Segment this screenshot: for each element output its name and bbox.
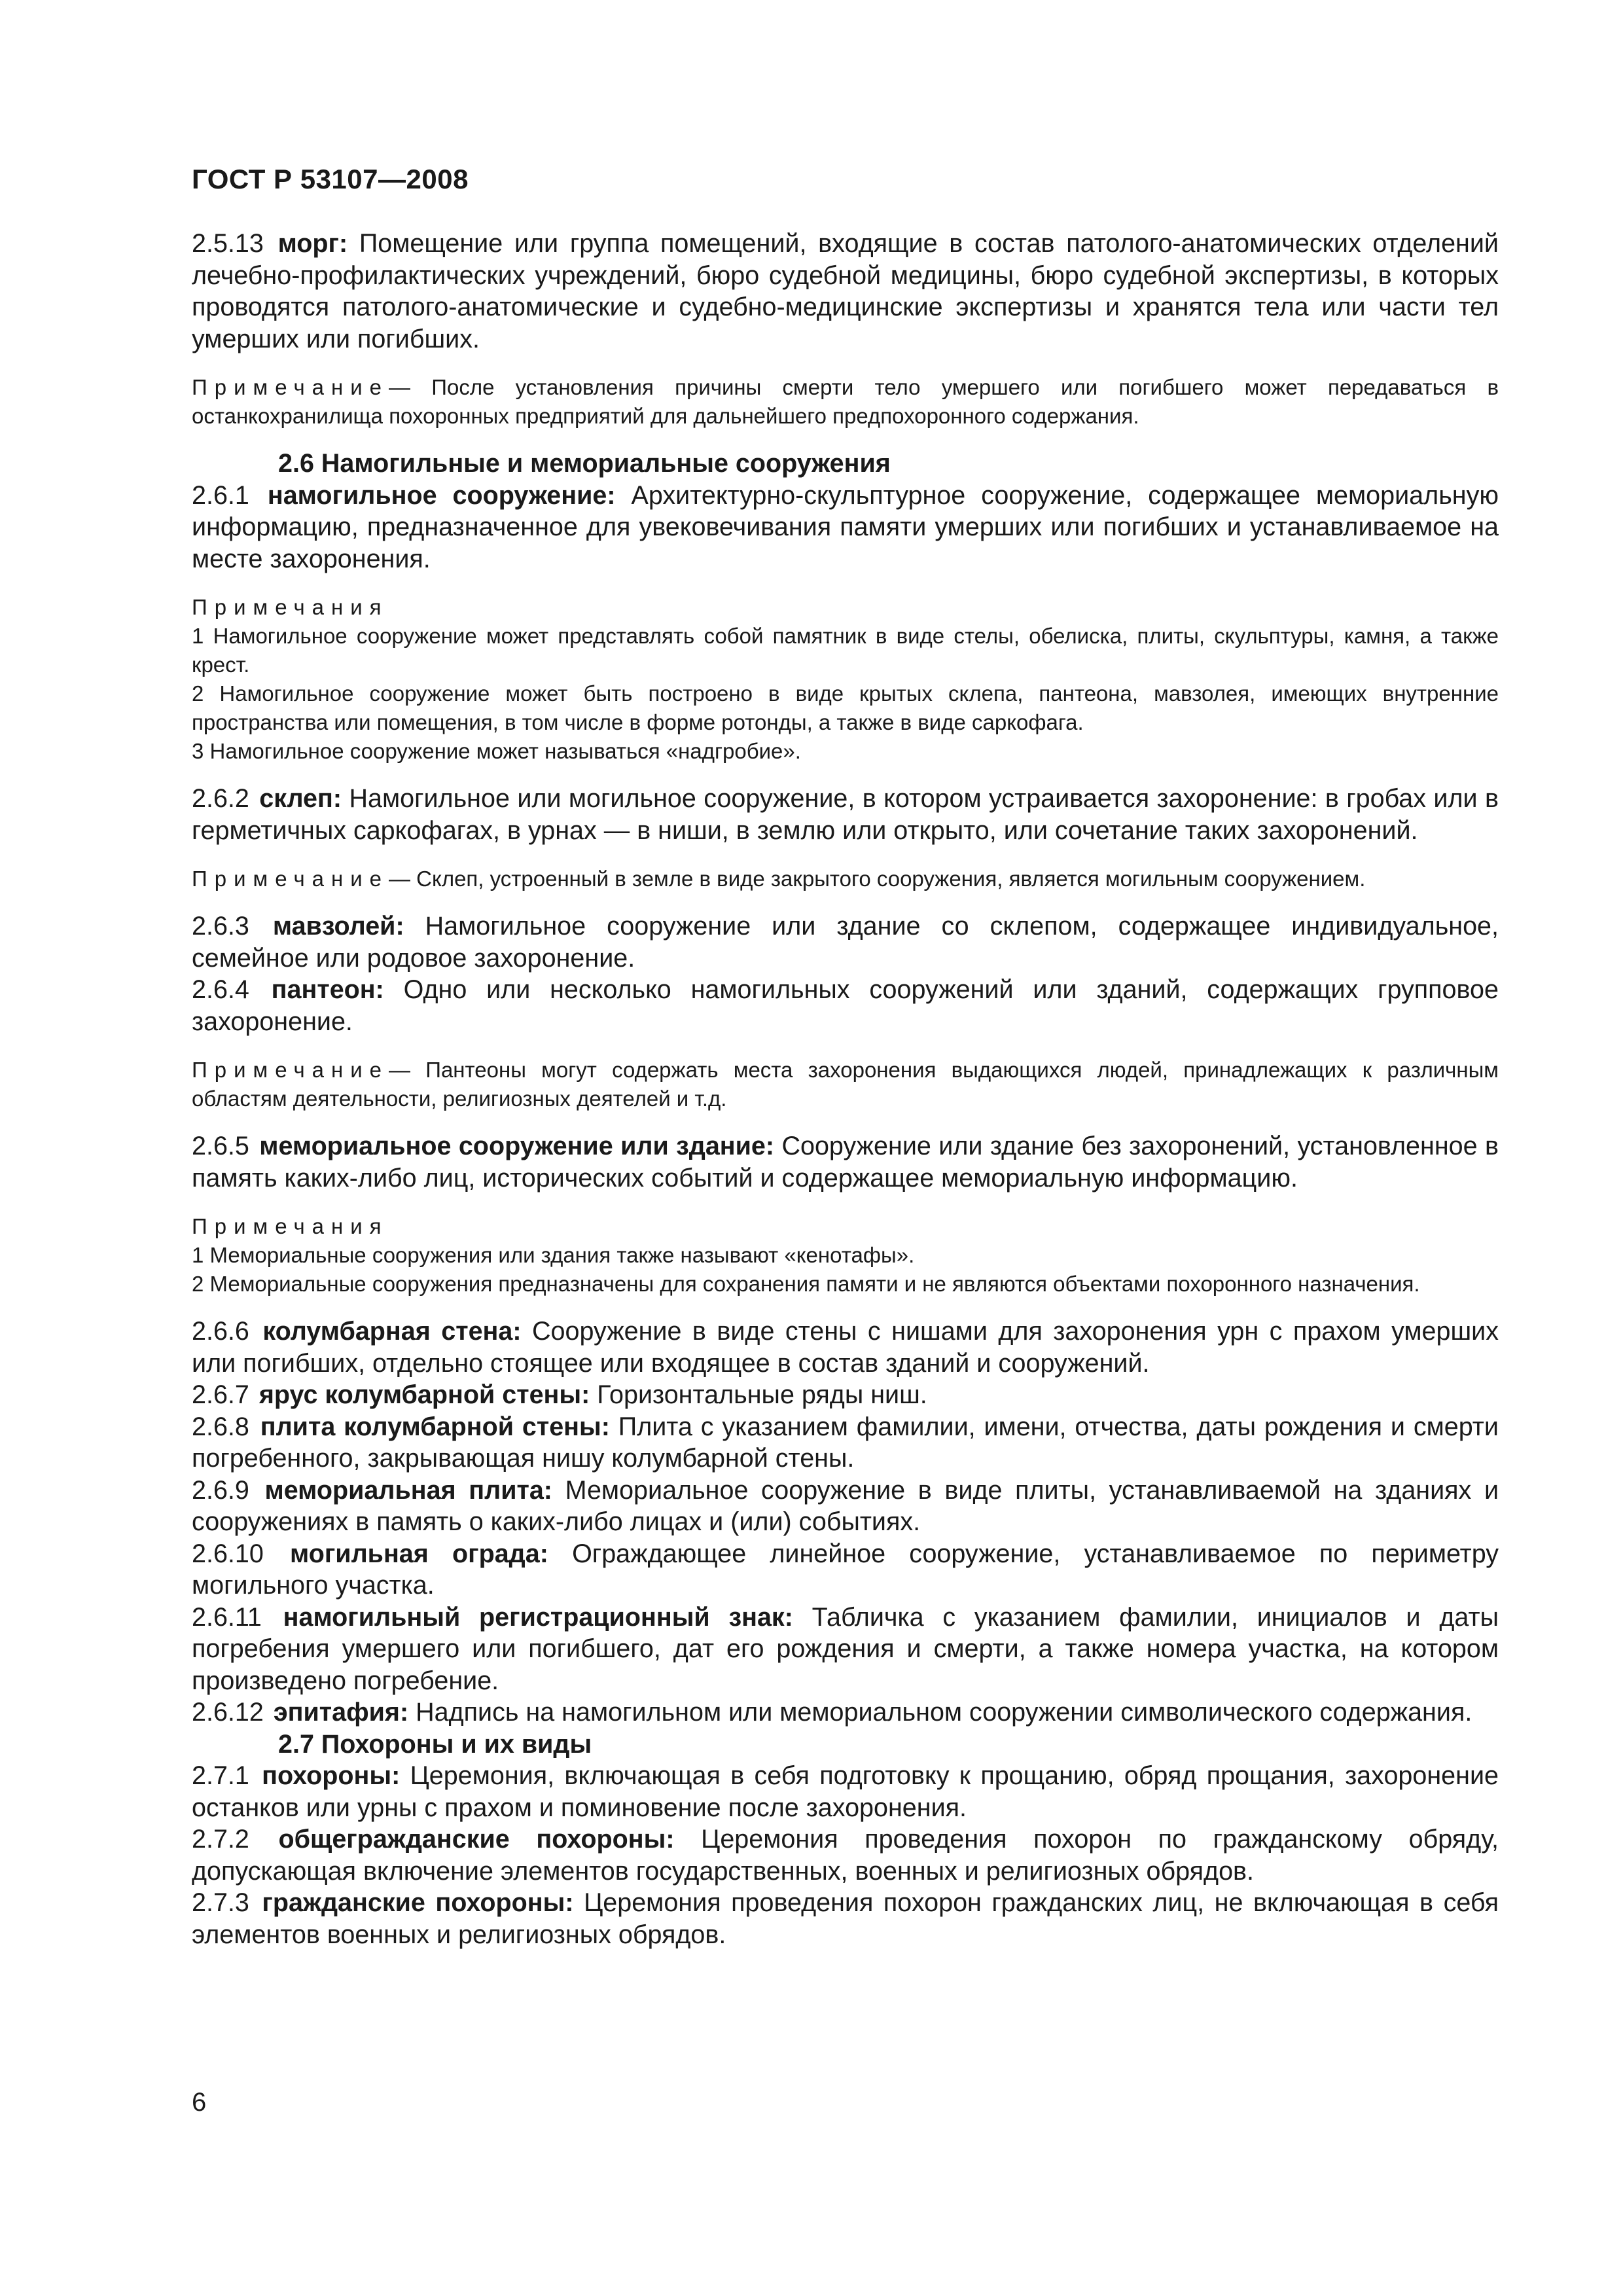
definition-text: Церемония проведения похорон по гражданскому обряду, допускающая включение элементов государственных, военных и религиозных обрядов. bbox=[192, 1825, 1499, 1886]
clause-number: 2.6.2 bbox=[192, 784, 249, 813]
definition-2-7-1 bbox=[192, 1760, 1499, 1823]
clause-number: 2.5.13 bbox=[192, 229, 264, 258]
definition-text: Церемония проведения похорон гражданских лиц, не включающая в себя элементов военных и религиозных обрядов. bbox=[192, 1888, 1499, 1949]
note-2-5-13 bbox=[192, 373, 1499, 431]
note-text: — После установления причины смерти тело умершего или погибшего может передаваться в останкохранилища похоронных предприятий для дальнейшего предпохоронного содержания. bbox=[192, 375, 1499, 428]
clause-number: 2.7.2 bbox=[192, 1825, 249, 1854]
clause-number: 2.6.8 bbox=[192, 1412, 249, 1441]
term: могильная ограда: bbox=[290, 1539, 548, 1568]
note-2-6-2 bbox=[192, 865, 1499, 893]
term: мемориальная плита: bbox=[264, 1475, 552, 1505]
notes-label: Примечания bbox=[192, 595, 389, 619]
note-label: Примечание bbox=[192, 1058, 389, 1082]
clause-number: 2.6.3 bbox=[192, 912, 249, 941]
term: гражданские похороны: bbox=[262, 1888, 574, 1917]
clause-number: 2.6.7 bbox=[192, 1380, 249, 1409]
definition-2-7-3 bbox=[192, 1887, 1499, 1950]
definition-text: Табличка с указанием фамилии, инициалов и даты погребения умершего или погибшего, дат его рождения и смерти, а также номера участка, на котором произведено погребение. bbox=[192, 1602, 1499, 1695]
definition-text: Мемориальное сооружение в виде плиты, устанавливаемой на зданиях и сооружениях в память о каких-либо лицах и (или) событиях. bbox=[192, 1475, 1499, 1536]
definition-text: Намогильное или могильное сооружение, в котором устраивается захоронение: в гробах или в герметичных саркофагах, в урнах — в ниши, в землю или открыто, или сочетание таких захоронений. bbox=[192, 784, 1499, 845]
notes-2-6-5 bbox=[192, 1212, 1499, 1299]
term: похороны: bbox=[262, 1761, 401, 1790]
term: мемориальное сооружение или здание: bbox=[259, 1132, 775, 1160]
term: мавзолей: bbox=[272, 912, 404, 941]
note-item: 1 Намогильное сооружение может представлять собой памятник в виде стелы, обелиска, плиты, скульптуры, камня, а также крест. bbox=[192, 624, 1499, 677]
definition-text: Плита с указанием фамилии, имени, отчества, даты рождения и смерти погребенного, закрывающая нишу колумбарной стены. bbox=[192, 1412, 1499, 1473]
definition-2-6-1 bbox=[192, 480, 1499, 575]
note-text: — Склеп, устроенный в земле в виде закрытого сооружения, является могильным сооружением. bbox=[389, 867, 1366, 891]
term: колумбарная стена: bbox=[262, 1317, 522, 1346]
definition-2-6-4 bbox=[192, 974, 1499, 1037]
notes-2-6-1 bbox=[192, 593, 1499, 766]
term: ярус колумбарной стены: bbox=[259, 1380, 590, 1409]
clause-number: 2.7.1 bbox=[192, 1761, 249, 1790]
clause-number: 2.6.9 bbox=[192, 1475, 249, 1505]
note-label: Примечание bbox=[192, 867, 389, 891]
term: намогильное сооружение: bbox=[267, 480, 616, 510]
definition-2-6-11 bbox=[192, 1602, 1499, 1697]
definition-text: Сооружение в виде стены с нишами для захоронения урн с прахом умерших или погибших, отдельно стоящее или входящее в состав зданий и сооружений. bbox=[192, 1317, 1499, 1378]
definition-2-6-12 bbox=[192, 1696, 1499, 1729]
definition-text: Ограждающее линейное сооружение, устанавливаемое по периметру могильного участка. bbox=[192, 1539, 1499, 1600]
note-text: — Пантеоны могут содержать места захоронения выдающихся людей, принадлежащих к различным областям деятельности, религиозных деятелей и т.д. bbox=[192, 1058, 1499, 1111]
definition-text: Одно или несколько намогильных сооружений или зданий, содержащих групповое захоронение. bbox=[192, 975, 1499, 1036]
clause-number: 2.6.4 bbox=[192, 975, 249, 1004]
term: общегражданские похороны: bbox=[278, 1825, 675, 1854]
document-header: ГОСТ Р 53107—2008 bbox=[192, 164, 469, 194]
clause-number: 2.6.5 bbox=[192, 1132, 249, 1160]
clause-number: 2.7.3 bbox=[192, 1888, 249, 1917]
note-label: Примечание bbox=[192, 375, 389, 399]
clause-number: 2.6.1 bbox=[192, 480, 249, 510]
page-content bbox=[192, 228, 1499, 1950]
clause-number: 2.6.6 bbox=[192, 1317, 249, 1346]
clause-number: 2.6.12 bbox=[192, 1698, 264, 1727]
definition-text: Церемония, включающая в себя подготовку к прощанию, обряд прощания, захоронение останков или урны с прахом и поминовение после захоронения. bbox=[192, 1761, 1499, 1822]
definition-2-6-3 bbox=[192, 910, 1499, 974]
definition-text: Сооружение или здание без захоронений, установленное в память каких-либо лиц, исторических событий и содержащее мемориальную информацию. bbox=[192, 1132, 1499, 1193]
definition-2-6-5 bbox=[192, 1130, 1499, 1194]
term: морг: bbox=[277, 229, 348, 258]
note-item: 2 Мемориальные сооружения предназначены для сохранения памяти и не являются объектами похоронного назначения. bbox=[192, 1272, 1420, 1296]
definition-2-6-8 bbox=[192, 1411, 1499, 1475]
definition-2-5-13 bbox=[192, 228, 1499, 355]
note-item: 2 Намогильное сооружение может быть построено в виде крытых склепа, пантеона, мавзолея, имеющих внутренние пространства или помещения, в том числе в форме ротонды, а также в виде саркофага. bbox=[192, 681, 1499, 734]
section-2-6-title: 2.6 Намогильные и мемориальные сооружения bbox=[278, 449, 891, 478]
definition-2-6-2 bbox=[192, 783, 1499, 846]
term: плита колумбарной стены: bbox=[260, 1412, 610, 1441]
clause-number: 2.6.10 bbox=[192, 1539, 264, 1568]
note-2-6-4 bbox=[192, 1056, 1499, 1113]
definition-2-6-6 bbox=[192, 1316, 1499, 1379]
definition-2-6-10 bbox=[192, 1538, 1499, 1602]
definition-text: Намогильное сооружение или здание со склепом, содержащее индивидуальное, семейное или родовое захоронение. bbox=[192, 912, 1499, 973]
clause-number: 2.6.11 bbox=[192, 1602, 262, 1632]
term: эпитафия: bbox=[273, 1698, 409, 1727]
definition-2-6-7 bbox=[192, 1379, 1499, 1411]
note-item: 3 Намогильное сооружение может называться «надгробие». bbox=[192, 739, 801, 763]
definition-2-7-2 bbox=[192, 1823, 1499, 1887]
notes-label: Примечания bbox=[192, 1214, 389, 1238]
term: склеп: bbox=[259, 784, 342, 813]
term: намогильный регистрационный знак: bbox=[283, 1602, 793, 1632]
definition-2-6-9 bbox=[192, 1475, 1499, 1538]
definition-text: Горизонтальные ряды ниш. bbox=[597, 1380, 927, 1409]
definition-text: Надпись на намогильном или мемориальном сооружении символического содержания. bbox=[416, 1698, 1472, 1727]
section-2-7-title: 2.7 Похороны и их виды bbox=[278, 1729, 592, 1759]
definition-text: Помещение или группа помещений, входящие в состав патолого-анатомических отделений лечебно-профилактических учреждений, бюро судебной медицины, бюро судебной экспертизы, в которых проводятся патолого-анатомические и судебно-медицинские экспертизы и хранятся тела или части тел умерших или погибших. bbox=[192, 229, 1499, 353]
page-number: 6 bbox=[192, 2088, 207, 2117]
note-item: 1 Мемориальные сооружения или здания также называют «кенотафы». bbox=[192, 1243, 915, 1267]
definition-text: Архитектурно-скульптурное сооружение, содержащее мемориальную информацию, предназначенное для увековечивания памяти умерших или погибших и устанавливаемое на месте захоронения. bbox=[192, 480, 1499, 573]
term: пантеон: bbox=[271, 975, 384, 1004]
